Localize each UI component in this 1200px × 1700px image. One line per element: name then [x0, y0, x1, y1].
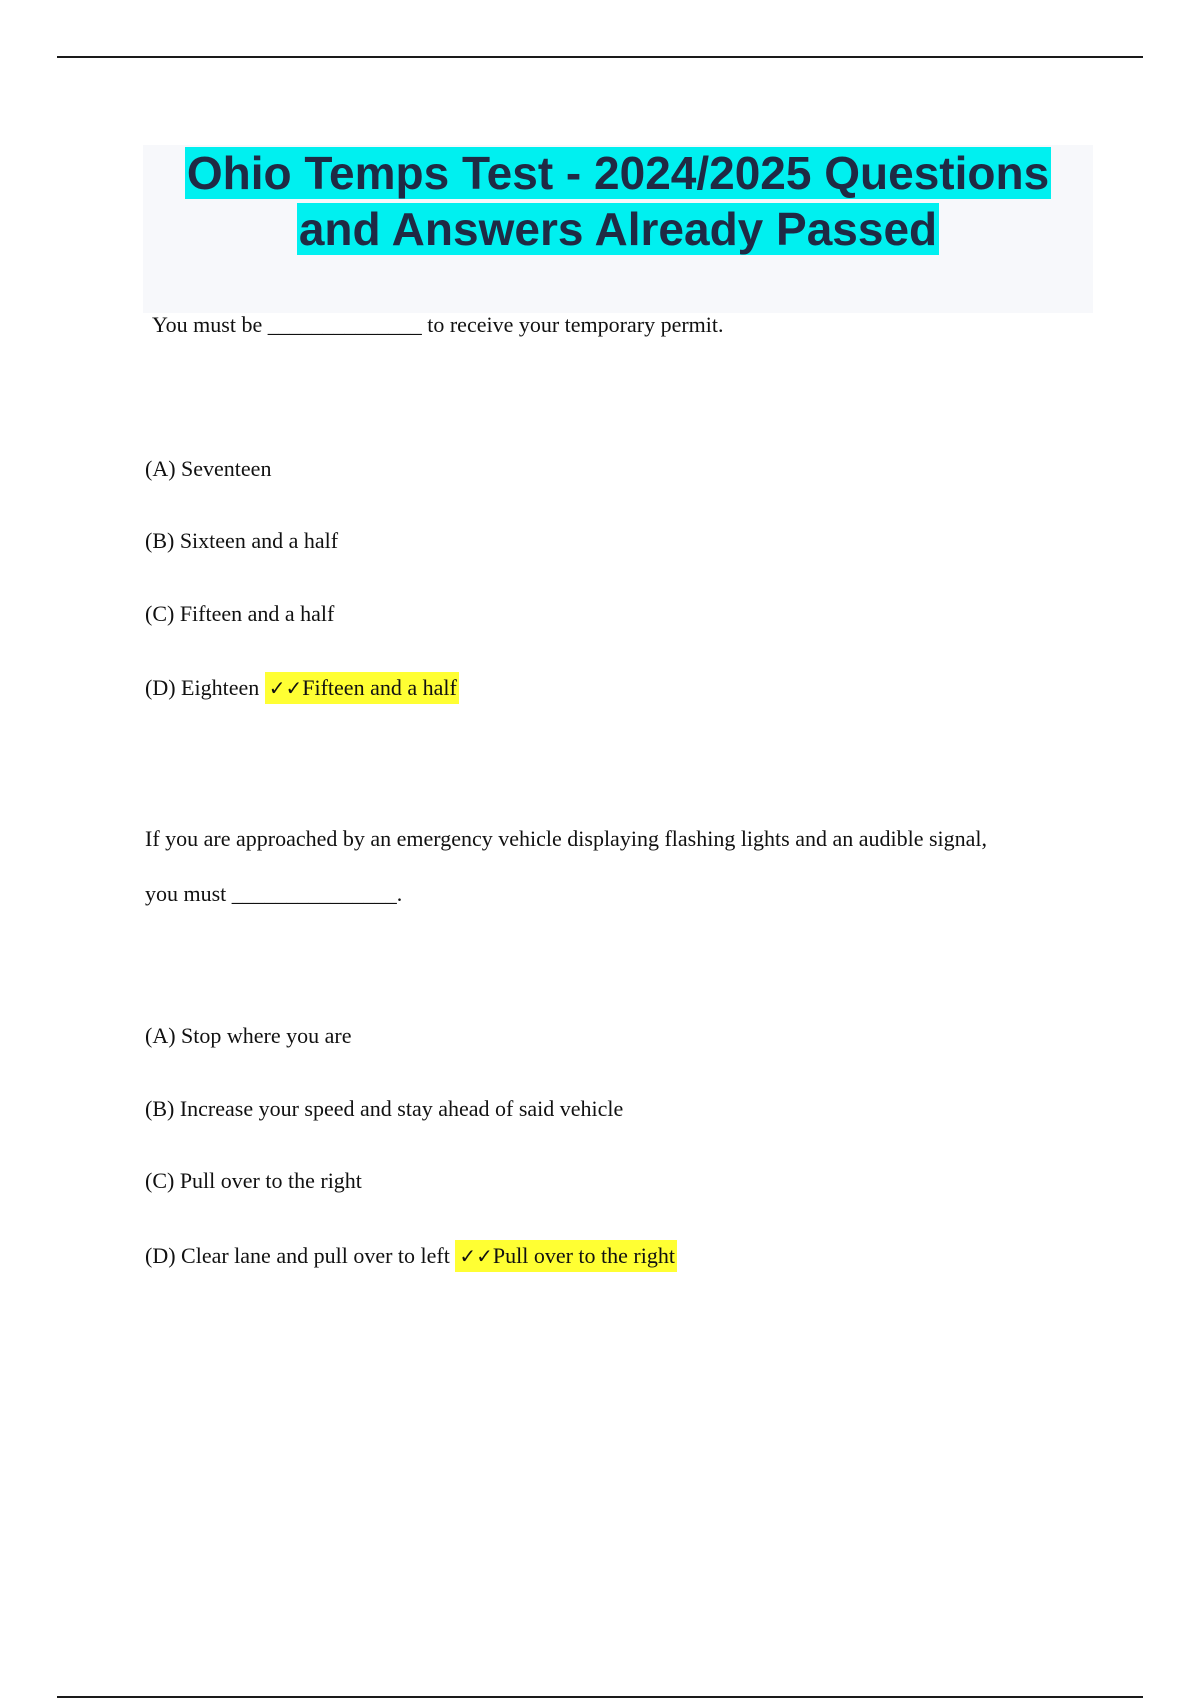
question-2-option-c: (C) Pull over to the right	[145, 1168, 362, 1193]
bottom-rule	[57, 1696, 1143, 1698]
question-2-option-d-line	[145, 1242, 677, 1270]
question-1-prompt: You must be ______________ to receive your temporary permit.	[152, 312, 724, 337]
question-1-option-d: (D) Eighteen	[145, 675, 260, 700]
question-1-answer-highlight	[265, 672, 459, 704]
double-check-icon: ✓✓	[459, 1244, 493, 1268]
question-1-answer: Fifteen and a half	[302, 675, 457, 700]
question-1-option-a: (A) Seventeen	[145, 456, 272, 481]
question-2-option-b: (B) Increase your speed and stay ahead of said vehicle	[145, 1096, 624, 1121]
title-line-1: Ohio Temps Test - 2024/2025 Questions	[186, 147, 1050, 199]
double-check-icon: ✓✓	[268, 676, 303, 700]
title-line-2: and Answers Already Passed	[298, 203, 938, 255]
question-1-option-d-line	[145, 674, 459, 702]
question-1-option-b: (B) Sixteen and a half	[145, 528, 339, 553]
question-2-prompt-line-2: you must _______________.	[145, 881, 403, 906]
question-2-prompt-line-1: If you are approached by an emergency vehicle displaying flashing lights and an audible signal,	[145, 826, 988, 851]
question-2-option-a: (A) Stop where you are	[145, 1023, 352, 1048]
title-block	[143, 145, 1093, 313]
top-rule	[57, 56, 1143, 58]
question-1-option-c: (C) Fifteen and a half	[145, 601, 335, 626]
question-2-answer: Pull over to the right	[492, 1243, 675, 1268]
question-2-option-d: (D) Clear lane and pull over to left	[145, 1243, 450, 1268]
document-title	[143, 145, 1093, 257]
question-2-answer-highlight	[455, 1240, 677, 1272]
